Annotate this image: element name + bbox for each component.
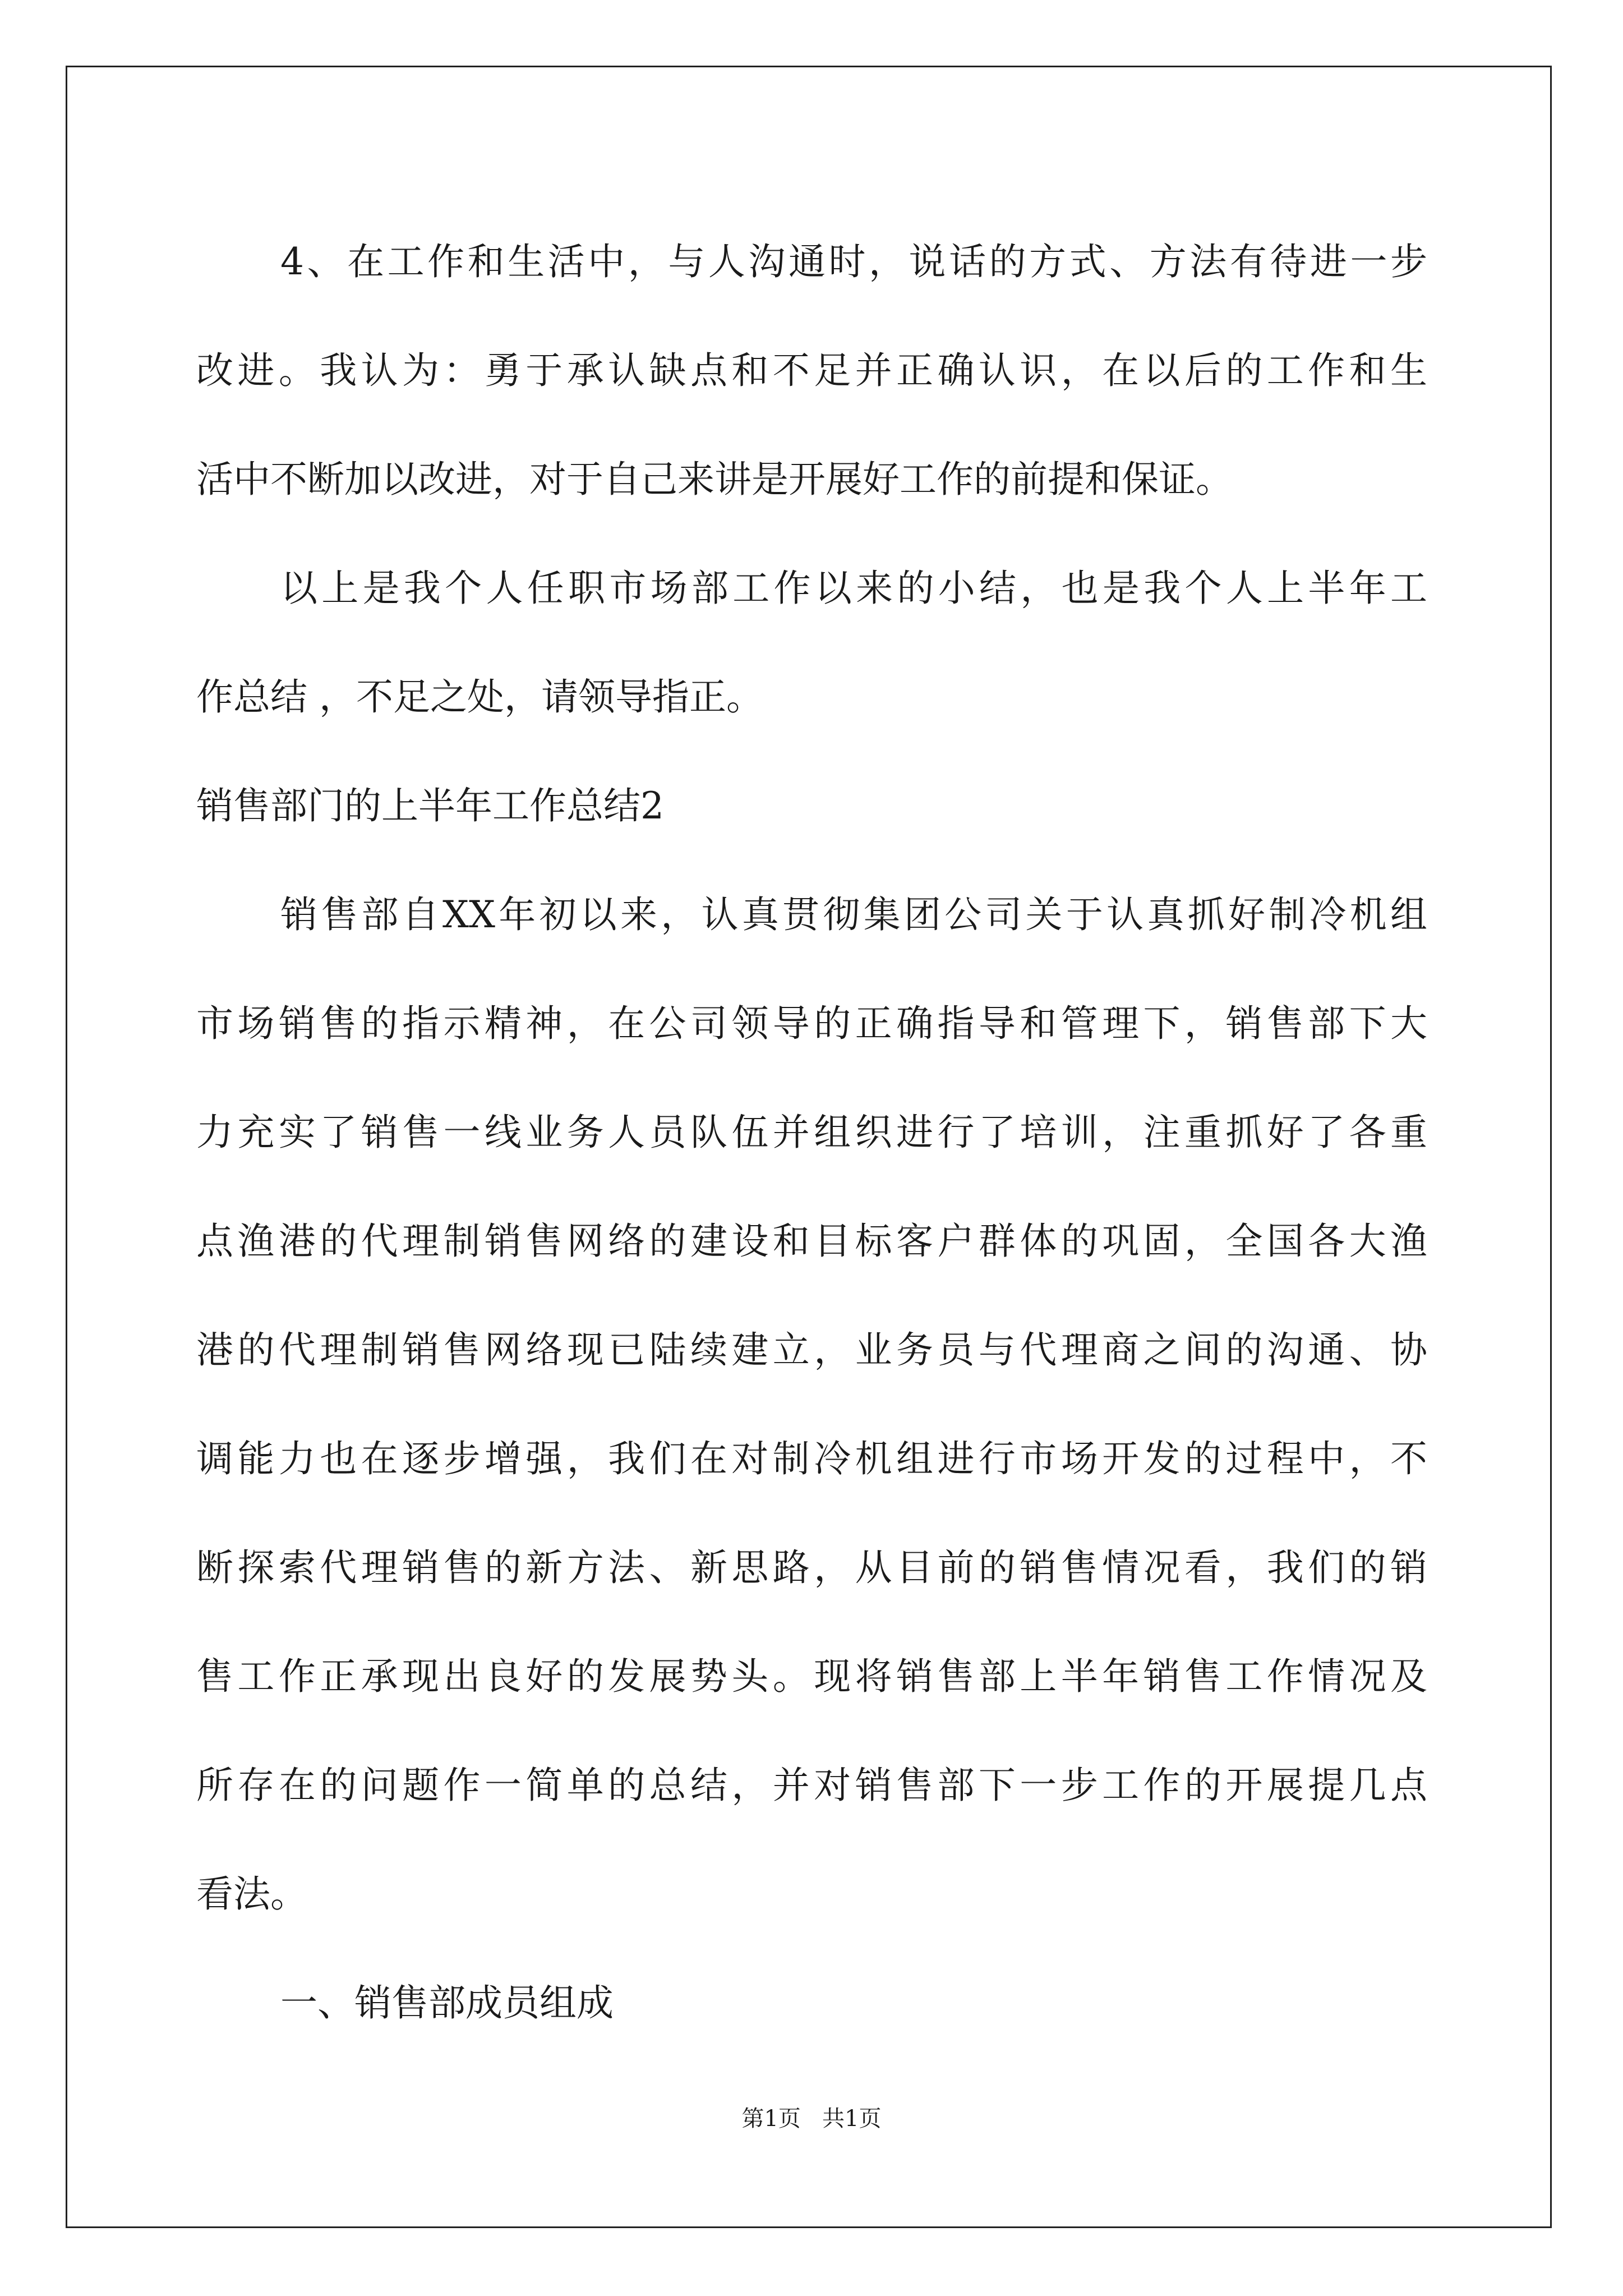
- subsection-heading: 一、销售部成员组成: [280, 1981, 614, 2024]
- paragraph-line: 港的代理制销售网络现已陆续建立，业务员与代理商之间的沟通、协: [196, 1328, 1427, 1372]
- paragraph-line: 断探索代理销售的新方法、新思路，从目前的销售情况看，我们的销: [196, 1546, 1427, 1589]
- paragraph-line: 售工作正承现出良好的发展势头。现将销售部上半年销售工作情况及: [196, 1655, 1427, 1698]
- section-heading: 销售部门的上半年工作总结2: [196, 784, 664, 827]
- paragraph-line: 作总结 ，不足之处，请领导指正。: [196, 675, 763, 719]
- paragraph-line: 点渔港的代理制销售网络的建设和目标客户群体的巩固，全国各大渔: [196, 1220, 1427, 1263]
- paragraph-line: 改进。我认为：勇于承认缺点和不足并正确认识，在以后的工作和生: [196, 349, 1427, 392]
- paragraph-line: 活中不断加以改进，对于自己来讲是开展好工作的前提和保证。: [196, 458, 1233, 501]
- paragraph-line: 销售部自XX年初以来，认真贯彻集团公司关于认真抓好制冷机组: [280, 893, 1427, 936]
- paragraph-line: 所存在的问题作一简单的总结，并对销售部下一步工作的开展提几点: [196, 1764, 1427, 1807]
- paragraph-line: 力充实了销售一线业务人员队伍并组织进行了培训，注重抓好了各重: [196, 1111, 1427, 1154]
- document-body: [196, 208, 1427, 2058]
- paragraph-line: 以上是我个人任职市场部工作以来的小结，也是我个人上半年工: [280, 567, 1427, 610]
- paragraph-line: 调能力也在逐步增强，我们在对制冷机组进行市场开发的过程中，不: [196, 1437, 1427, 1480]
- page-footer: 第1页 共1页: [741, 2106, 882, 2132]
- paragraph-line: 看法。: [196, 1872, 307, 1916]
- paragraph-line: 市场销售的指示精神，在公司领导的正确指导和管理下，销售部下大: [196, 1002, 1427, 1045]
- paragraph-line: 4、在工作和生活中，与人沟通时，说话的方式、方法有待进一步: [280, 240, 1427, 283]
